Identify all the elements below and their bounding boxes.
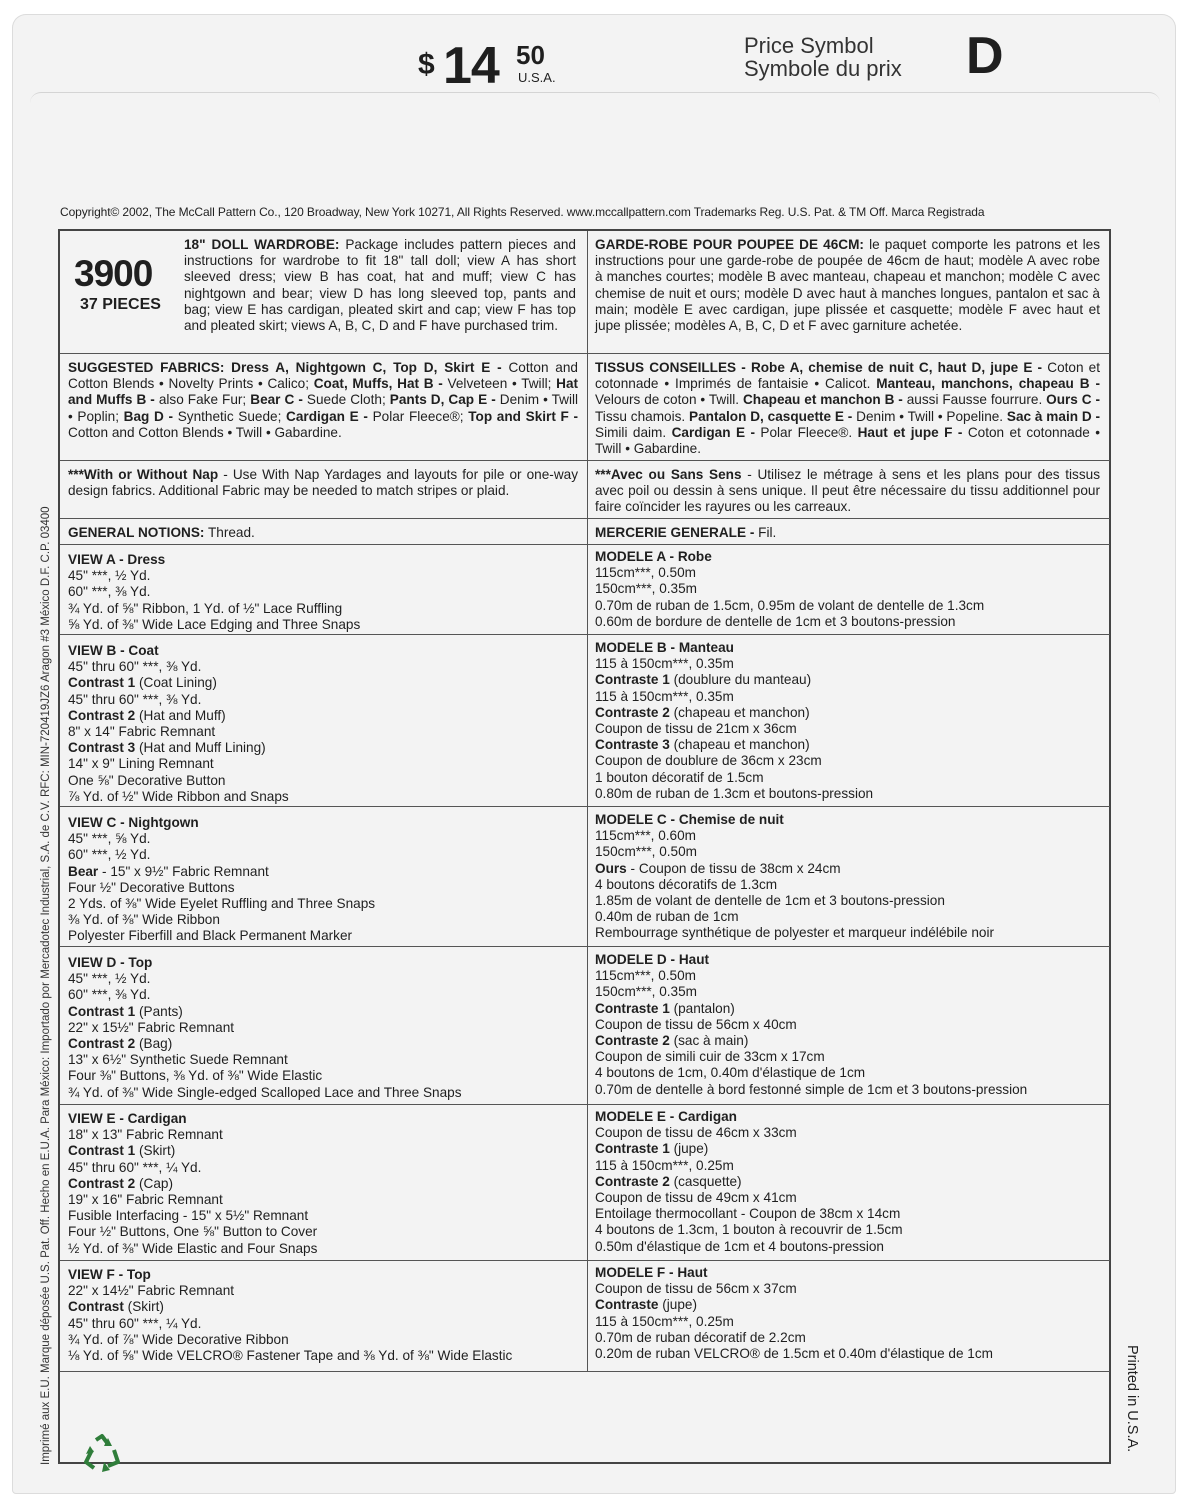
contrast-label: Contrast xyxy=(68,1299,124,1315)
row-divider xyxy=(60,353,1110,354)
yardage-line: 0.20m de ruban VELCRO® de 1.5cm et 0.40m d'élastique de 1cm xyxy=(595,1346,993,1362)
fabric-view: Top and Skirt F - xyxy=(468,408,579,424)
contrast-line xyxy=(68,708,578,724)
yardage-line: 4 boutons de 1cm, 0.40m d'élastique de 1cm xyxy=(595,1065,866,1081)
contrast-label: Contrast 3 xyxy=(68,740,136,756)
fabric-view: Hat and Muffs B - xyxy=(68,376,579,408)
view-f-fr xyxy=(595,1265,1100,1362)
contrast-note: (Skirt) xyxy=(127,1299,164,1315)
fabric-view: Haut et jupe F - xyxy=(857,424,963,440)
fabrics-fr-title: TISSUS CONSEILLES - xyxy=(595,360,746,375)
notions-en-title: GENERAL NOTIONS: xyxy=(68,525,205,540)
price-cents: 50 xyxy=(516,40,545,70)
contrast-label: Ours xyxy=(595,860,627,876)
view-title: VIEW D - Top xyxy=(68,955,153,970)
fabric-view: Sac à main D - xyxy=(1006,408,1101,424)
contrast-label: Contrast 2 xyxy=(68,1175,136,1191)
fabric-types: Coton et cotonnade • Twill • Gabardine. xyxy=(595,424,1101,457)
price-symbol-en: Price Symbol xyxy=(744,33,874,58)
yardage-line: ¾ Yd. of ⅞" Wide Decorative Ribbon xyxy=(68,1331,289,1347)
pattern-number: 3900 xyxy=(74,253,153,294)
yardage-line: 4 boutons décoratifs de 1.3cm xyxy=(595,876,778,892)
row-divider xyxy=(60,806,1110,807)
yardage-line: ½ Yd. of ⅜" Wide Elastic and Four Snaps xyxy=(68,1240,318,1256)
contrast-label: Contraste 1 xyxy=(595,1141,670,1157)
yardage-line: 150cm***, 0.35m xyxy=(595,984,698,1000)
yardage-line: 115 à 150cm***, 0.35m xyxy=(595,656,734,672)
intro-en xyxy=(184,237,576,334)
yardage-line: Coupon de tissu de 46cm x 33cm xyxy=(595,1125,797,1141)
contrast-note: (Skirt) xyxy=(139,1143,176,1159)
fabric-types: Simili daim. xyxy=(595,424,667,440)
printed-in-label: Printed in U.S.A. xyxy=(1124,1345,1140,1453)
yardage-line: 0.40m de ruban de 1cm xyxy=(595,909,739,925)
contrast-line xyxy=(595,861,1100,877)
nap-fr-title: ***Avec ou Sans Sens xyxy=(595,467,742,482)
yardage-line: 60" ***, ⅜ Yd. xyxy=(68,584,151,600)
yardage-line: 45" ***, ⅝ Yd. xyxy=(68,831,151,847)
yardage-line: ⅛ Yd. of ⅝" Wide VELCRO® Fastener Tape and ⅜ Yd. of ⅜" Wide Elastic xyxy=(68,1348,513,1364)
yardage-line: Coupon de tissu de 21cm x 36cm xyxy=(595,721,797,737)
price-dollar: $ xyxy=(418,48,435,81)
contrast-line xyxy=(68,675,578,691)
nap-en-text: - Use With Nap Yardages and layouts for pile or one-way design fabrics. Additional Fabric may be needed to match stripes or plaid. xyxy=(68,467,579,499)
view-title: VIEW E - Cardigan xyxy=(68,1111,187,1126)
view-title: VIEW C - Nightgown xyxy=(68,815,199,830)
contrast-label: Contrast 1 xyxy=(68,1003,136,1019)
contrast-line xyxy=(595,1174,1100,1190)
fabric-view: Ours C - xyxy=(1046,392,1101,408)
nap-en xyxy=(68,467,578,499)
yardage-line: 2 Yds. of ⅜" Wide Eyelet Ruffling and Three Snaps xyxy=(68,896,376,912)
yardage-line: 4 boutons de 1.3cm, 1 bouton à recouvrir de 1.5cm xyxy=(595,1222,903,1238)
view-e-fr xyxy=(595,1109,1100,1255)
fabric-types: Denim • Twill • Poplin; xyxy=(68,392,579,424)
intro-fr-text: le paquet comporte les patrons et les instructions pour une garde-robe de poupée de 46cm de haut; modèle A avec robe à manches courtes; modèle B avec manteau, chapeau et manchon; modèle C avec chemise de nuit et ours; modèle D avec haut à manches longues, pantalon et sac à main; modèle E avec cardigan, jupe plissée et casquette; modèle F avec haut et jupe plissée; modèles A, B, C, D et F avec garniture achetée. xyxy=(595,237,1101,334)
fabric-types: Coton et cotonnade • Imprimés de fantaisie • Calicot. xyxy=(595,360,1101,392)
yardage-line: 1.85m de volant de dentelle de 1cm et 3 boutons-pression xyxy=(595,893,945,909)
row-divider xyxy=(60,1104,1110,1105)
view-e-en xyxy=(68,1111,578,1257)
price-country: U.S.A. xyxy=(518,70,556,85)
contrast-label: Contrast 2 xyxy=(68,1036,136,1052)
yardage-line: 0.50m d'élastique de 1cm et 4 boutons-pression xyxy=(595,1238,884,1254)
view-title: MODELE D - Haut xyxy=(595,952,710,967)
pattern-pieces: 37 PIECES xyxy=(80,296,161,313)
fabric-view: Manteau, manchons, chapeau B - xyxy=(876,376,1100,392)
row-divider xyxy=(60,544,1110,545)
price-symbol-label xyxy=(744,34,902,80)
row-divider xyxy=(60,1371,1110,1372)
fabric-view: Bear C - xyxy=(250,392,303,408)
fabric-types: Synthetic Suede; xyxy=(177,408,282,424)
notions-en-text: Thread. xyxy=(207,525,255,540)
intro-fr-title: GARDE-ROBE POUR POUPEE DE 46CM: xyxy=(595,237,864,252)
contrast-note: (doublure du manteau) xyxy=(673,672,812,688)
envelope-flap xyxy=(30,92,1160,103)
contrast-line xyxy=(595,737,1100,753)
notions-fr-title: MERCERIE GENERALE - xyxy=(595,525,755,540)
nap-fr-text: - Utilisez le métrage à sens et les plans pour des tissus avec poil ou dessin à sens unique. Il peut être nécessaire du tissu additionnel pour faire coïncider les rayures ou les carreaux. xyxy=(595,467,1100,515)
view-a-en xyxy=(68,552,578,633)
view-title: MODELE F - Haut xyxy=(595,1265,708,1280)
contrast-note: (chapeau et manchon) xyxy=(673,737,810,753)
yardage-line: Polyester Fiberfill and Black Permanent Marker xyxy=(68,928,353,944)
notions-fr xyxy=(595,525,1100,541)
yardage-line: ⅞ Yd. of ½" Wide Ribbon and Snaps xyxy=(68,788,289,804)
view-b-fr xyxy=(595,640,1100,802)
view-title: MODELE B - Manteau xyxy=(595,640,734,655)
fabric-types: also Fake Fur; xyxy=(158,392,247,408)
yardage-line: 45" thru 60" ***, ¼ Yd. xyxy=(68,1315,202,1331)
contrast-note: - Coupon de tissu de 38cm x 24cm xyxy=(630,860,841,876)
fabric-view: Pants D, Cap E - xyxy=(389,392,496,408)
fabric-types: Tissu chamois. xyxy=(595,408,686,424)
view-title: MODELE A - Robe xyxy=(595,549,712,564)
contrast-label: Contraste 2 xyxy=(595,704,670,720)
fabric-types: Velours de coton • Twill. xyxy=(595,392,740,408)
contrast-note: (sac à main) xyxy=(673,1033,749,1049)
yardage-line: 115 à 150cm***, 0.25m xyxy=(595,1157,734,1173)
contrast-label: Bear xyxy=(68,863,99,879)
contrast-note: - 15" x 9½" Fabric Remnant xyxy=(102,863,269,879)
fabrics-en-title: SUGGESTED FABRICS: xyxy=(68,360,225,375)
fabric-view: Robe A, chemise de nuit C, haut D, jupe E - xyxy=(750,360,1043,375)
yardage-line: 45" ***, ½ Yd. xyxy=(68,971,151,987)
contrast-line xyxy=(68,864,578,880)
contrast-note: (Pants) xyxy=(139,1003,183,1019)
contrast-note: (Cap) xyxy=(139,1175,174,1191)
view-d-en xyxy=(68,955,578,1101)
yardage-line: Coupon de tissu de 56cm x 37cm xyxy=(595,1281,797,1297)
yardage-line: 45" ***, ½ Yd. xyxy=(68,568,151,584)
intro-fr xyxy=(595,237,1100,334)
fabric-types: Cotton and Cotton Blends • Novelty Prints • Calico; xyxy=(68,360,578,392)
fabrics-fr xyxy=(595,360,1100,457)
fabric-types: Cotton and Cotton Blends • Twill • Gabardine. xyxy=(68,424,342,440)
fabrics-en xyxy=(68,360,578,441)
contrast-label: Contrast 1 xyxy=(68,675,136,691)
contrast-line xyxy=(595,705,1100,721)
view-title: MODELE E - Cardigan xyxy=(595,1109,737,1124)
yardage-line: 0.70m de ruban décoratif de 2.2cm xyxy=(595,1329,806,1345)
view-title: VIEW F - Top xyxy=(68,1267,151,1282)
yardage-line: ⅜ Yd. of ⅜" Wide Ribbon xyxy=(68,912,220,928)
row-divider xyxy=(60,518,1110,519)
fabric-types: Polar Fleece®; xyxy=(372,408,464,424)
contrast-note: (Hat and Muff) xyxy=(139,707,226,723)
view-b-en xyxy=(68,643,578,805)
yardage-line: 115cm***, 0.50m xyxy=(595,565,696,581)
yardage-line: 0.70m de ruban de 1.5cm, 0.95m de volant de dentelle de 1.3cm xyxy=(595,597,985,613)
contrast-line xyxy=(68,1036,578,1052)
fabric-view: Chapeau et manchon B - xyxy=(742,392,903,408)
fabric-types: Velveteen • Twill; xyxy=(447,376,552,392)
fabric-view: Bag D - xyxy=(123,408,174,424)
nap-en-title: ***With or Without Nap xyxy=(68,467,219,482)
view-f-en xyxy=(68,1267,578,1364)
yardage-line: Entoilage thermocollant - Coupon de 38cm x 14cm xyxy=(595,1206,901,1222)
view-c-fr xyxy=(595,812,1100,942)
legal-side-text: Imprimé aux E.U. Marque déposée U.S. Pat. Off. Hecho en E.U.A. Para México: Importado por Mercadotec Industrial, S.A. de C.V. RFC: MIN-720419JZ6 Aragon #3 México D.F. C.P. 03400 xyxy=(40,506,52,1465)
yardage-line: Coupon de simili cuir de 33cm x 17cm xyxy=(595,1049,825,1065)
yardage-line: ¾ Yd. of ⅝" Ribbon, 1 Yd. of ½" Lace Ruffling xyxy=(68,600,343,616)
contrast-label: Contraste 2 xyxy=(595,1033,670,1049)
contrast-line xyxy=(68,1299,578,1315)
yardage-line: 45" thru 60" ***, ⅜ Yd. xyxy=(68,691,202,707)
yardage-line: 45" thru 60" ***, ¼ Yd. xyxy=(68,1159,202,1175)
fabric-types: Suede Cloth; xyxy=(306,392,386,408)
view-title: VIEW B - Coat xyxy=(68,643,159,658)
contrast-label: Contraste 1 xyxy=(595,1000,670,1016)
contrast-label: Contrast 1 xyxy=(68,1143,136,1159)
nap-fr xyxy=(595,467,1100,516)
yardage-line: 45" thru 60" ***, ⅜ Yd. xyxy=(68,659,202,675)
intro-en-title: 18" DOLL WARDROBE: xyxy=(184,237,340,252)
contrast-note: (chapeau et manchon) xyxy=(673,704,810,720)
yardage-line: ⅝ Yd. of ⅜" Wide Lace Edging and Three Snaps xyxy=(68,616,361,632)
intro-en-text: Package includes pattern pieces and instructions for wardrobe to fit 18" tall doll; view A has short sleeved dress; view B has coat, hat and muff; view C has nightgown and bear; view D has long sleeved top, pants and bag; view E has cardigan, pleated skirt and cap; view F has top and pleated skirt; views A, B, C, D and F have purchased trim. xyxy=(184,237,576,334)
fabric-types: Denim • Twill • Popeline. xyxy=(856,408,1004,424)
recycle-icon xyxy=(80,1432,124,1476)
contrast-line xyxy=(595,1141,1100,1157)
notions-en xyxy=(68,525,578,541)
contrast-label: Contraste 2 xyxy=(595,1173,670,1189)
fabric-types: aussi Fausse fourrure. xyxy=(906,392,1043,408)
yardage-line: 18" x 13" Fabric Remnant xyxy=(68,1127,223,1143)
fabric-view: Dress A, Nightgown C, Top D, Skirt E - xyxy=(231,360,502,375)
yardage-line: 115 à 150cm***, 0.25m xyxy=(595,1313,734,1329)
yardage-line: Rembourrage synthétique de polyester et marqueur indélébile noir xyxy=(595,925,994,941)
contrast-note: (casquette) xyxy=(673,1173,742,1189)
yardage-line: 14" x 9" Lining Remnant xyxy=(68,756,214,772)
contrast-label: Contraste xyxy=(595,1297,659,1313)
contrast-note: (jupe) xyxy=(662,1297,697,1313)
row-divider xyxy=(60,1260,1110,1261)
yardage-line: 115cm***, 0.50m xyxy=(595,968,696,984)
contrast-line xyxy=(595,1033,1100,1049)
yardage-line: 0.80m de ruban de 1.3cm et boutons-pression xyxy=(595,785,874,801)
yardage-line: One ⅝" Decorative Button xyxy=(68,772,226,788)
contrast-line xyxy=(68,1143,578,1159)
contrast-note: (Coat Lining) xyxy=(139,675,217,691)
notions-fr-text: Fil. xyxy=(758,525,777,540)
contrast-note: (Bag) xyxy=(139,1036,173,1052)
yardage-line: Four ½" Buttons, One ⅝" Button to Cover xyxy=(68,1224,318,1240)
fabric-types: Polar Fleece®. xyxy=(760,424,853,440)
yardage-line: 115 à 150cm***, 0.35m xyxy=(595,688,734,704)
yardage-line: 22" x 14½" Fabric Remnant xyxy=(68,1283,235,1299)
contrast-note: (Hat and Muff Lining) xyxy=(139,740,266,756)
fabric-view: Coat, Muffs, Hat B - xyxy=(313,376,443,392)
yardage-line: 60" ***, ½ Yd. xyxy=(68,847,151,863)
row-divider xyxy=(60,634,1110,635)
view-title: MODELE C - Chemise de nuit xyxy=(595,812,784,827)
yardage-line: 22" x 15½" Fabric Remnant xyxy=(68,1019,235,1035)
contrast-note: (jupe) xyxy=(673,1141,709,1157)
yardage-line: 0.60m de bordure de dentelle de 1cm et 3 boutons-pression xyxy=(595,613,956,629)
contrast-line xyxy=(68,1176,578,1192)
row-divider xyxy=(60,460,1110,461)
yardage-line: Four ½" Decorative Buttons xyxy=(68,879,235,895)
copyright-line: Copyright© 2002, The McCall Pattern Co., 120 Broadway, New York 10271, All Rights Reserved. www.mccallpattern.com Trademarks Reg. U.S. Pat. & TM Off. Marca Registrada xyxy=(60,205,985,219)
yardage-line: 150cm***, 0.50m xyxy=(595,844,698,860)
view-title: VIEW A - Dress xyxy=(68,552,166,567)
yardage-line: 60" ***, ⅜ Yd. xyxy=(68,987,151,1003)
contrast-line xyxy=(595,672,1100,688)
price-symbol-letter: D xyxy=(966,27,1004,85)
view-d-fr xyxy=(595,952,1100,1098)
yardage-line: 8" x 14" Fabric Remnant xyxy=(68,724,216,740)
yardage-line: 115cm***, 0.60m xyxy=(595,828,696,844)
fabric-view: Pantalon D, casquette E - xyxy=(689,408,853,424)
yardage-line: Fusible Interfacing - 15" x 5½" Remnant xyxy=(68,1208,309,1224)
price-whole: 14 xyxy=(443,37,499,95)
row-divider xyxy=(60,946,1110,947)
yardage-line: Coupon de doublure de 36cm x 23cm xyxy=(595,753,822,769)
view-c-en xyxy=(68,815,578,945)
yardage-line: ¾ Yd. of ⅜" Wide Single-edged Scalloped Lace and Three Snaps xyxy=(68,1084,462,1100)
yardage-line: 0.70m de dentelle à bord festonné simple de 1cm et 3 boutons-pression xyxy=(595,1081,1028,1097)
contrast-line xyxy=(68,740,578,756)
column-divider xyxy=(587,231,588,1371)
contrast-line xyxy=(595,1297,1100,1313)
fabric-view: Cardigan E - xyxy=(286,408,368,424)
view-a-fr xyxy=(595,549,1100,630)
yardage-line: 13" x 6½" Synthetic Suede Remnant xyxy=(68,1052,288,1068)
yardage-line: Coupon de tissu de 49cm x 41cm xyxy=(595,1190,797,1206)
contrast-label: Contraste 3 xyxy=(595,737,670,753)
yardage-line: Coupon de tissu de 56cm x 40cm xyxy=(595,1016,797,1032)
price-symbol-fr: Symbole du prix xyxy=(744,56,902,81)
yardage-line: 1 bouton décoratif de 1.5cm xyxy=(595,769,764,785)
contrast-label: Contraste 1 xyxy=(595,672,670,688)
yardage-line: 150cm***, 0.35m xyxy=(595,581,698,597)
contrast-line xyxy=(595,1001,1100,1017)
contrast-label: Contrast 2 xyxy=(68,707,136,723)
contrast-note: (pantalon) xyxy=(673,1000,735,1016)
contrast-line xyxy=(68,1004,578,1020)
yardage-line: 19" x 16" Fabric Remnant xyxy=(68,1192,223,1208)
fabric-view: Cardigan E - xyxy=(671,424,755,440)
yardage-line: Four ⅜" Buttons, ⅜ Yd. of ⅜" Wide Elastic xyxy=(68,1068,323,1084)
